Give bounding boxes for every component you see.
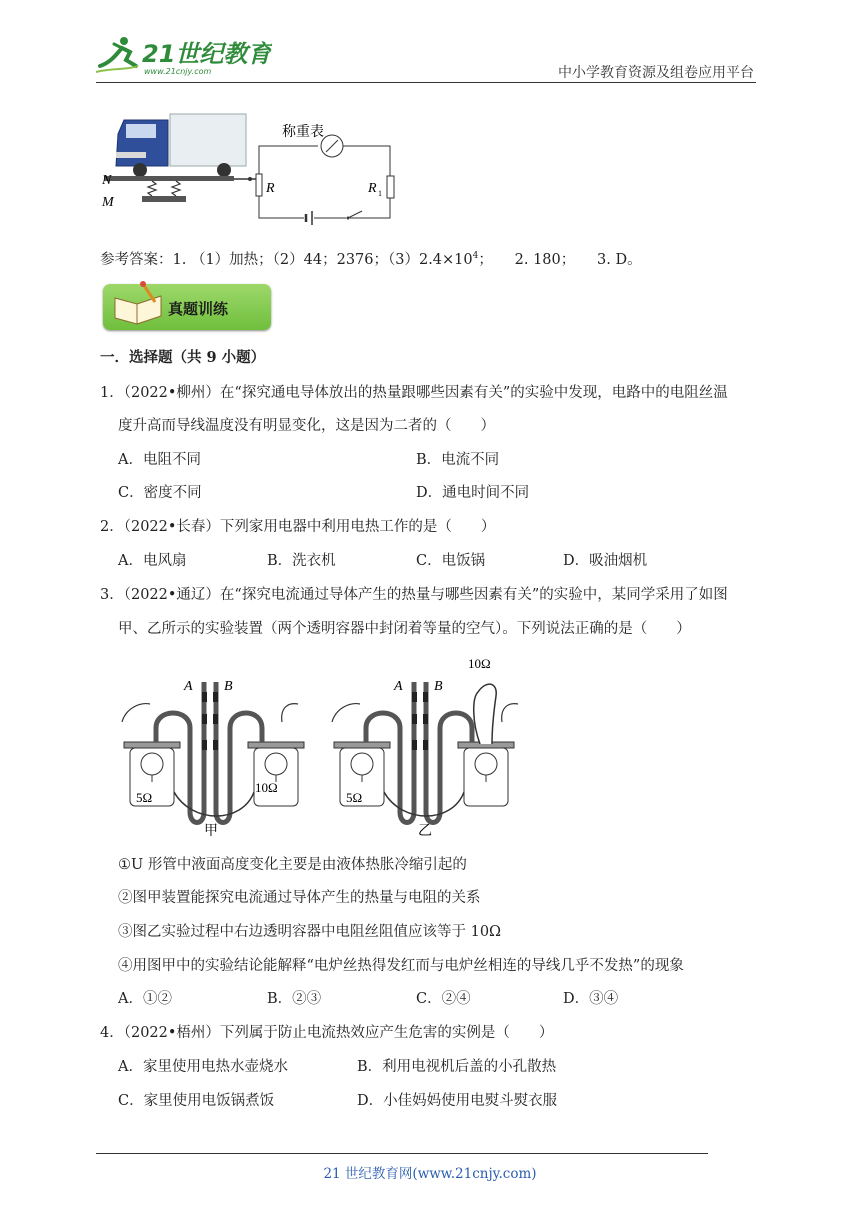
label-R: R [266,181,275,196]
header-logo [92,32,272,80]
q3-stem-line1: 3．（2022•通辽）在“探究电流通过导体产生的热量与哪些因素有关”的实验中，某同学采用了如图 [100,587,728,603]
label-M: M [102,195,114,210]
q3-stem-line2: 甲、乙所示的实验装置（两个透明容器中封闭着等量的空气）。下列说法正确的是（ ） [118,621,691,637]
q3-statement-1: ①U 形管中液面高度变化主要是由液体热胀冷缩引起的 [118,857,467,873]
section-badge-label: 真题训练 [168,300,229,318]
logo-url-text: www.21cnjy.com [144,67,212,76]
q2-stem: 2．（2022•长春）下列家用电器中利用电热工作的是（ ） [100,519,496,535]
left-5ohm-label: 5Ω [136,790,153,805]
q1-stem-line1: 1．（2022•柳州）在“探究通电导体放出的热量跟哪些因素有关”的实验中发现，电路中的电阻丝温 [100,385,728,401]
q4-option-d[interactable]: D．小佳妈妈使用电熨斗熨衣服 [357,1093,558,1109]
answers-exponent: 4 [472,251,479,261]
apparatus-right [332,656,518,839]
platform-title: 中小学教育资源及组卷应用平台 [558,65,754,81]
q4-stem: 4．（2022•梧州）下列属于防止电流热效应产生危害的实例是（ ） [100,1025,554,1041]
left-tube-A: A [184,679,193,694]
logo-text: 21世纪教育 [142,40,272,68]
open-book-icon [109,280,169,326]
q1-option-d[interactable]: D．通电时间不同 [416,485,530,501]
q2-option-a[interactable]: A．电风扇 [118,553,187,569]
footer-divider [96,1153,708,1154]
right-top-10ohm-label: 10Ω [468,656,491,671]
caption-jia: 甲 [204,823,218,839]
label-N: N [102,173,112,188]
label-R1-sub: 1 [378,189,382,198]
footer-link[interactable]: 21 世纪教育网(www.21cnjy.com) [323,1166,537,1182]
right-5ohm-label: 5Ω [346,790,363,805]
q3-option-a[interactable]: A．①② [118,991,172,1007]
left-10ohm-label: 10Ω [255,780,278,795]
q4-option-b[interactable]: B．利用电视机后盖的小孔散热 [357,1059,557,1075]
q3-statement-2: ②图甲装置能探究电流通过导体产生的热量与电阻的关系 [118,890,481,906]
label-R1: R [368,181,377,196]
apparatus-figure [112,652,532,842]
answers-prefix: 参考答案：1. （1）加热；（2）44；2376；（3）2.4×10 [100,252,473,268]
q3-statement-4: ④用图甲中的实验结论能解释“电炉丝热得发红而与电炉丝相连的导线几乎不发热”的现象 [118,958,684,974]
right-tube-B: B [434,679,443,694]
q1-option-c[interactable]: C．密度不同 [118,485,202,501]
right-tube-A: A [394,679,403,694]
q4-option-c[interactable]: C．家里使用电饭锅煮饭 [118,1093,275,1109]
meter-label: 称重表 [282,124,324,140]
q4-option-a[interactable]: A．家里使用电热水壶烧水 [118,1059,288,1075]
q1-stem-line2: 度升高而导线温度没有明显变化，这是因为二者的（ ） [118,418,495,434]
q2-option-c[interactable]: C．电饭锅 [416,553,486,569]
q3-option-c[interactable]: C．②④ [416,991,471,1007]
truck-icon [116,114,246,177]
q3-option-d[interactable]: D．③④ [563,991,619,1007]
header-divider [96,82,756,83]
truck-circuit-figure [100,108,410,226]
q1-option-a[interactable]: A．电阻不同 [118,452,201,468]
q1-option-b[interactable]: B．电流不同 [416,452,500,468]
left-tube-B: B [224,679,233,694]
answers-suffix: ； 2. 180； 3. D。 [478,252,642,268]
q2-option-b[interactable]: B．洗衣机 [267,553,336,569]
section-title: 一．选择题（共 9 小题） [100,349,266,366]
apparatus-left [122,679,304,839]
runner-logo-icon [92,32,272,80]
q3-statement-3: ③图乙实验过程中右边透明容器中电阻丝阻值应该等于 10Ω [118,924,502,940]
q2-option-d[interactable]: D．吸油烟机 [563,553,648,569]
caption-yi: 乙 [418,823,432,839]
q3-option-b[interactable]: B．②③ [267,991,322,1007]
reference-answers [100,246,642,270]
